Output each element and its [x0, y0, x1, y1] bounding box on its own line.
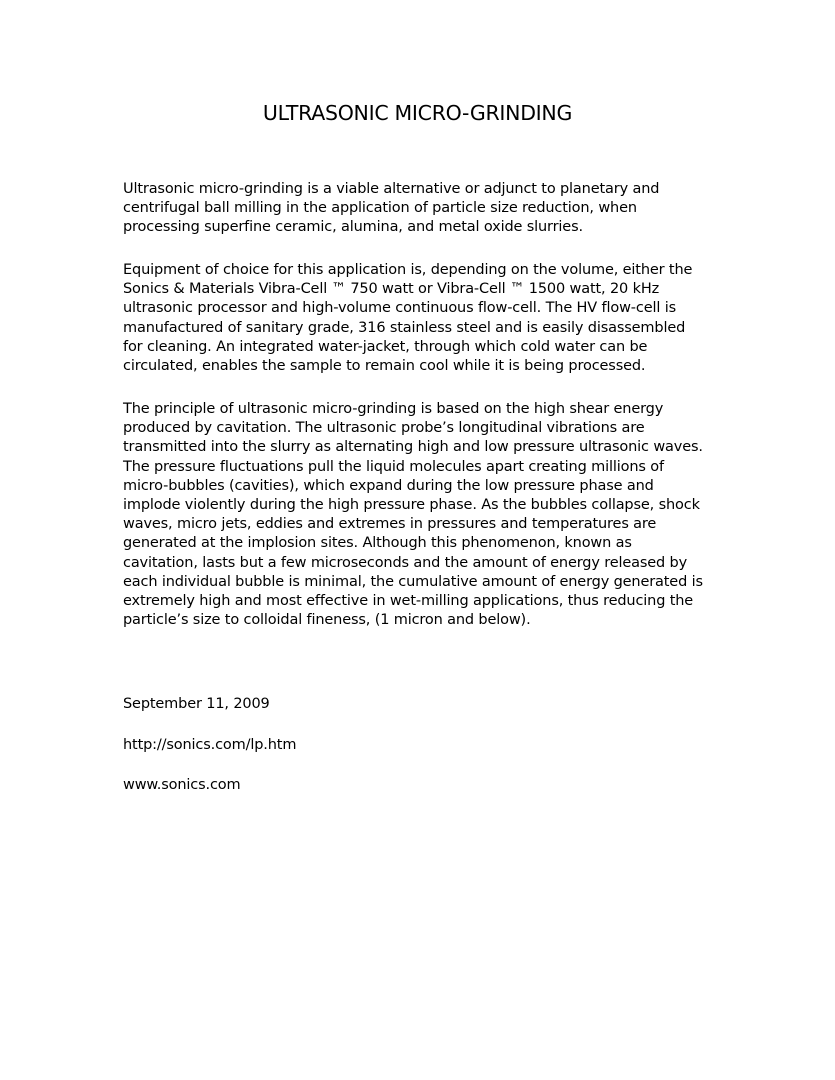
paragraph-line: waves, micro jets, eddies and extremes in pressures and temperatures are	[123, 516, 657, 533]
paragraph-line: The pressure fluctuations pull the liquid molecules apart creating millions of	[123, 458, 664, 475]
paragraph-intro	[123, 180, 723, 238]
paragraph-line: transmitted into the slurry as alternating high and low pressure ultrasonic waves.	[123, 439, 703, 456]
site-url-link[interactable]: www.sonics.com	[123, 777, 241, 793]
paragraph-line: for cleaning. An integrated water-jacket, through which cold water can be	[123, 338, 648, 355]
paragraph-line: ultrasonic processor and high-volume continuous flow-cell. The HV flow-cell is	[123, 300, 676, 317]
document-date: September 11, 2009	[123, 696, 270, 712]
paragraph-line: Ultrasonic micro-grinding is a viable alternative or adjunct to planetary and	[123, 181, 660, 197]
paragraph-line: implode violently during the high pressure phase. As the bubbles collapse, shock	[123, 497, 700, 514]
paragraph-line: particle’s size to colloidal fineness, (1 micron and below).	[123, 612, 531, 629]
paragraph-line: cavitation, lasts but a few microseconds and the amount of energy released by	[123, 554, 688, 571]
paragraph-line: generated at the implosion sites. Although this phenomenon, known as	[123, 535, 632, 552]
paragraph-equipment	[123, 261, 723, 376]
paragraph-line: each individual bubble is minimal, the cumulative amount of energy generated is	[123, 573, 703, 590]
paragraph-line: Sonics & Materials Vibra-Cell ™ 750 watt or Vibra-Cell ™ 1500 watt, 20 kHz	[123, 281, 660, 298]
page-url-link[interactable]: http://sonics.com/lp.htm	[123, 737, 297, 753]
paragraph-line: extremely high and most effective in wet-milling applications, thus reducing the	[123, 593, 694, 610]
paragraph-line: micro-bubbles (cavities), which expand during the low pressure phase and	[123, 477, 654, 494]
paragraph-line: The principle of ultrasonic micro-grinding is based on the high shear energy	[123, 401, 664, 417]
paragraph-line: processing superfine ceramic, alumina, and metal oxide slurries.	[123, 219, 583, 236]
paragraph-line: circulated, enables the sample to remain cool while it is being processed.	[123, 358, 646, 375]
paragraph-line: manufactured of sanitary grade, 316 stainless steel and is easily disassembled	[123, 319, 686, 336]
document-title: ULTRASONIC MICRO-GRINDING	[262, 101, 573, 125]
paragraph-principle	[123, 400, 723, 630]
paragraph-line: produced by cavitation. The ultrasonic probe’s longitudinal vibrations are	[123, 420, 645, 437]
paragraph-line: Equipment of choice for this application is, depending on the volume, either the	[123, 262, 693, 278]
paragraph-line: centrifugal ball milling in the application of particle size reduction, when	[123, 200, 637, 217]
